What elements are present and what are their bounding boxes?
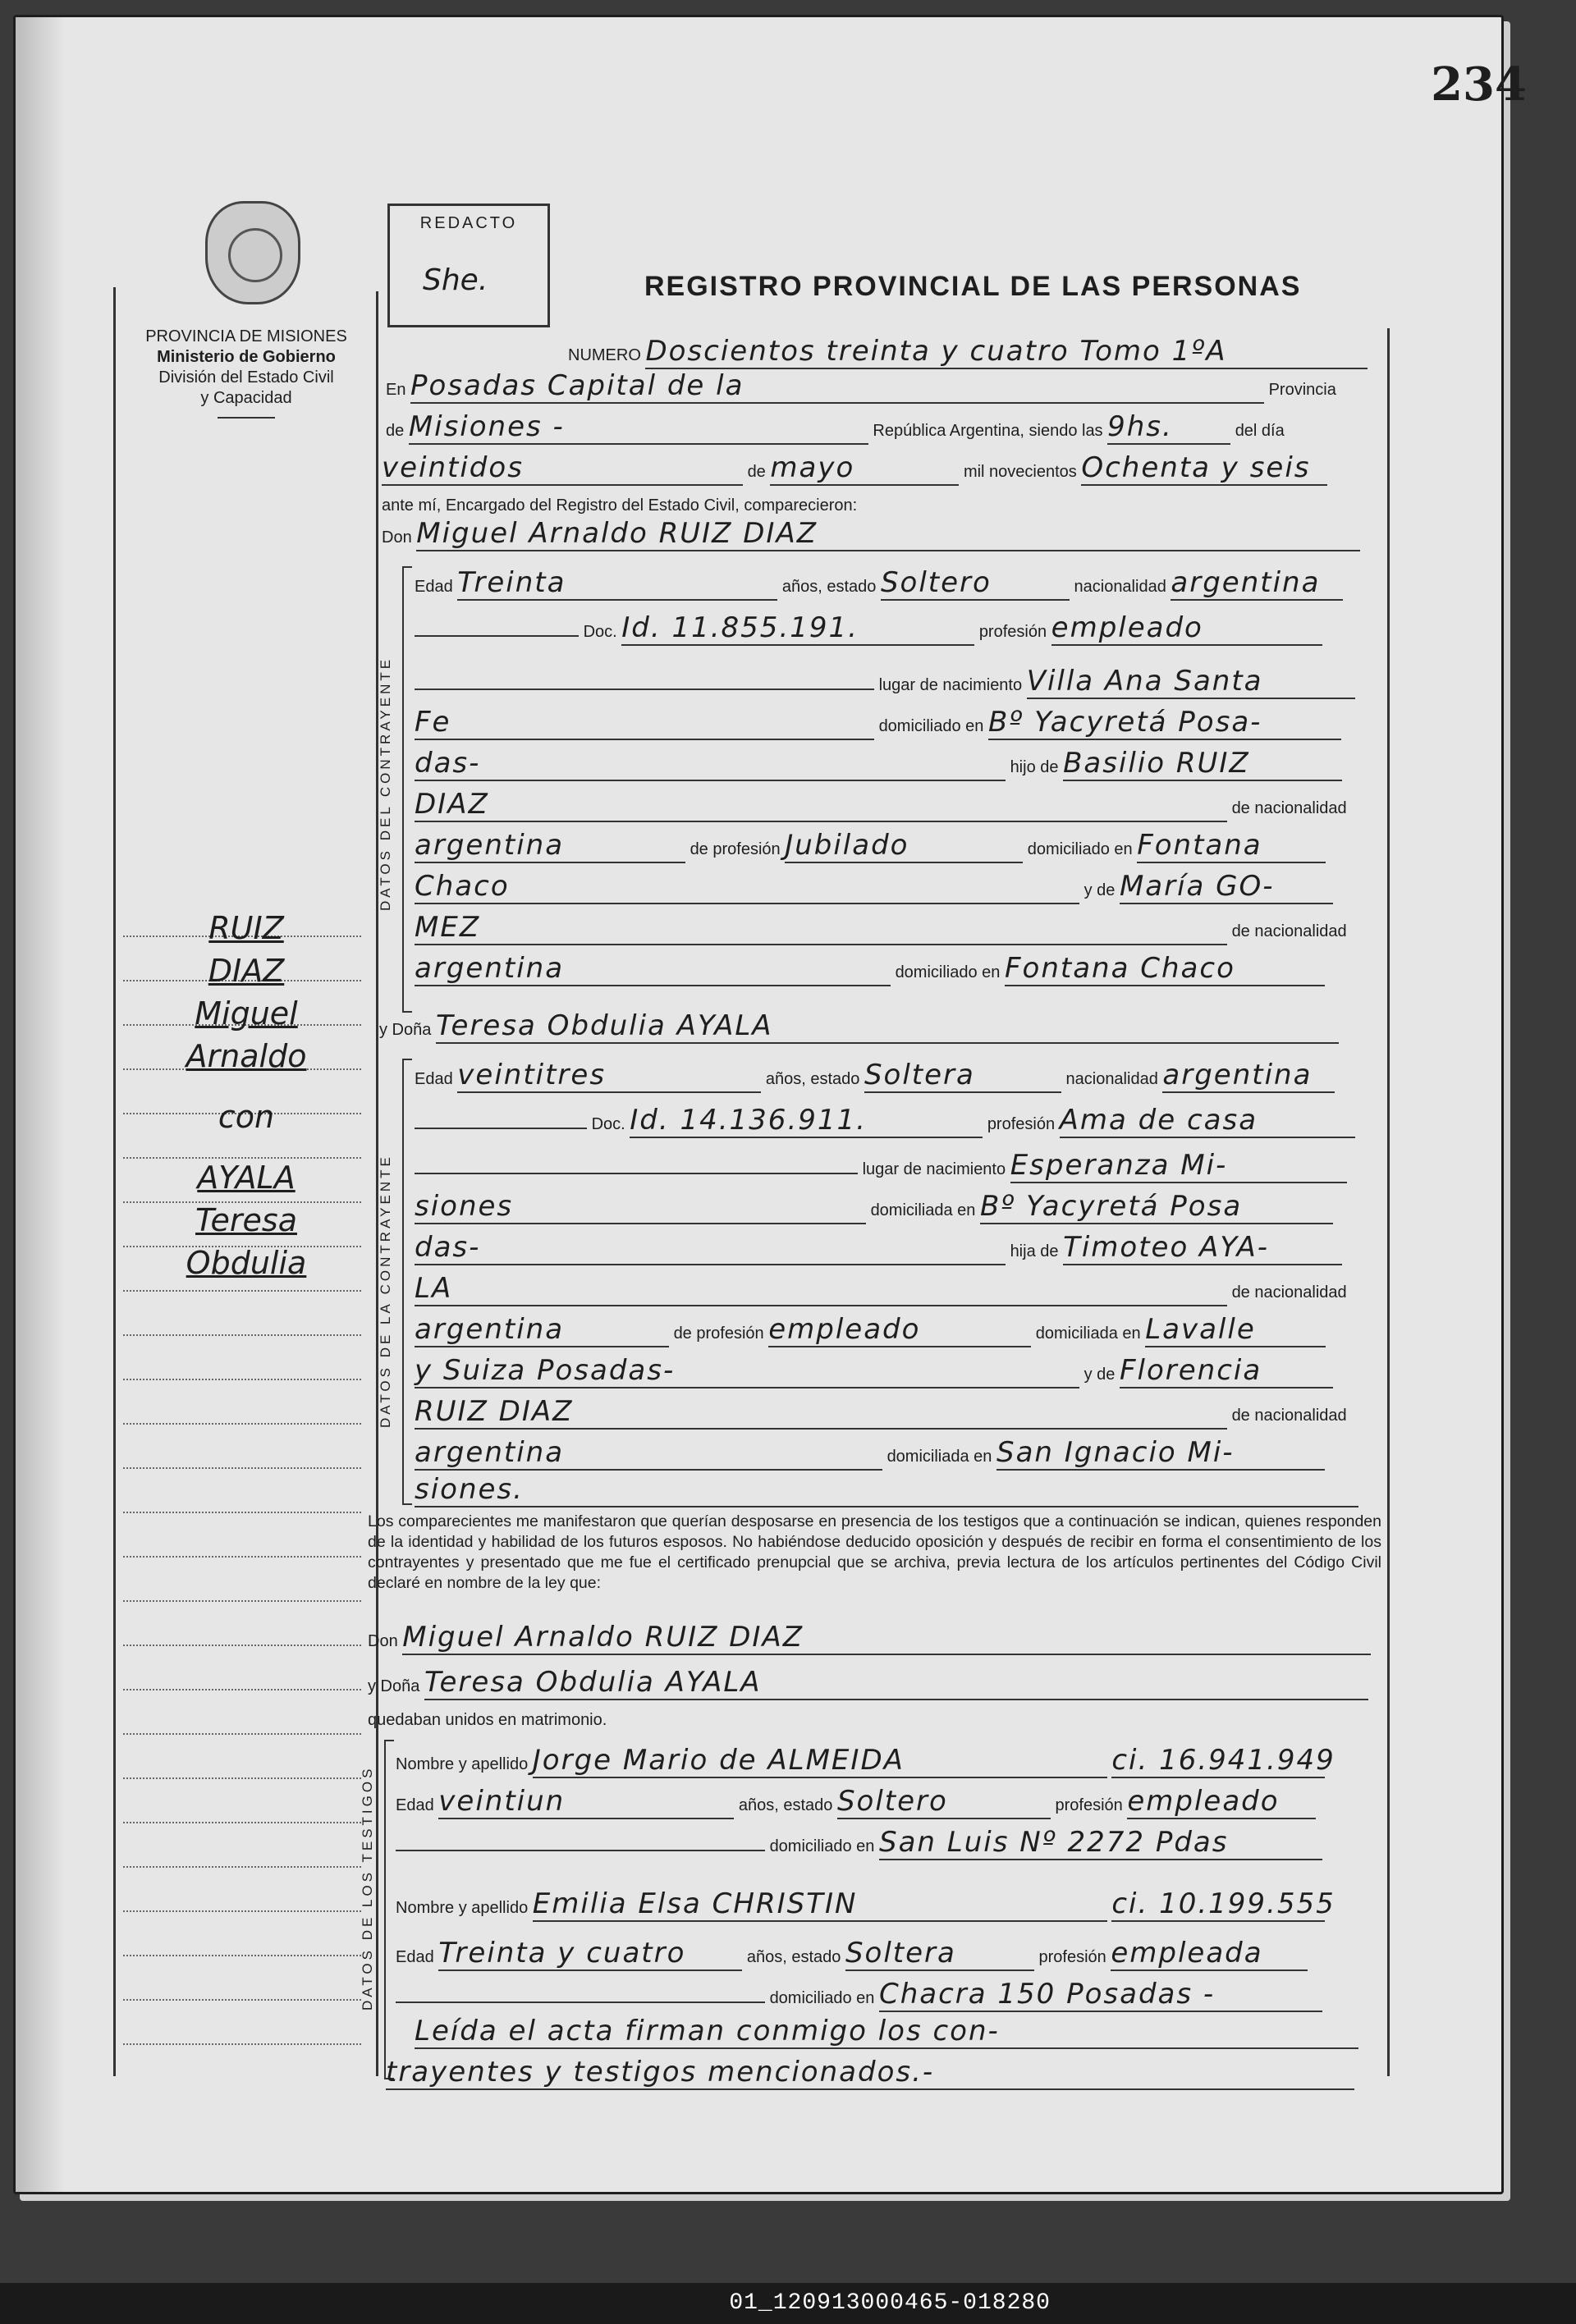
de-profesion-label: de profesión [673,1324,764,1343]
margin-ruled-line [123,1910,361,1913]
margin-ruled-line [123,1556,361,1558]
decl-dona-row [368,1666,1368,1700]
c1-dom-row [415,706,1341,740]
t2-dom-row [396,1978,1322,2012]
issuing-authority [123,327,369,419]
bracket-testigos [384,1740,394,2079]
c2-madre-domicilio-cont: siones. [415,1473,1358,1507]
c2-madre-nacionalidad: argentina [415,1436,882,1471]
t2-profesion: empleada [1111,1937,1308,1971]
contrayente2-name: Teresa Obdulia AYALA [436,1009,1339,1044]
c2-padre-profesion: empleado [768,1313,1031,1347]
c1-padre-nacionalidad: argentina [415,829,685,863]
c2-nacionalidad: argentina [1162,1059,1335,1093]
decl-don: Miguel Arnaldo RUIZ DIAZ [402,1621,1371,1655]
margin-note-line: Teresa [195,1202,297,1238]
t2-doc: ci. 10.199.555 [1111,1887,1335,1920]
c1-doc-row [415,611,1322,646]
de-nacionalidad-label: de nacionalidad [1231,799,1347,817]
dia-value: veintidos [382,451,743,486]
margin-ruled-line [123,1955,361,1957]
t1-edad: veintiun [438,1785,734,1819]
t1-profesion: empleado [1127,1785,1316,1819]
c2-doc: Id. 14.136.911. [630,1104,983,1138]
en-row [386,369,1336,404]
estado-label: años, estado [781,578,877,596]
t2-domicilio: Chacra 150 Posadas - [879,1978,1322,2012]
hora-value: 9hs. [1107,410,1230,445]
margin-ruled-line [123,1423,361,1425]
t1-nombre: Jorge Mario de ALMEIDA [533,1744,1107,1778]
image-id: 01_120913000465-018280 [729,2290,1051,2316]
numero-value: Doscientos treinta y cuatro Tomo 1ºA [645,335,1368,369]
coat-of-arms-icon [205,201,300,304]
c2-padre-nac-row [415,1313,1326,1347]
nombre-label: Nombre y apellido [396,1899,529,1917]
c2-lugar-row [415,1149,1347,1183]
closing-line-1: Leída el acta firman conmigo los con- [415,2015,1358,2049]
c1-madre-row [415,870,1333,904]
dona-label: y Doña [368,1677,420,1695]
de-row [386,410,1285,445]
lugar-label: lugar de nacimiento [862,1160,1006,1178]
don-label: Don [382,528,412,547]
c1-padre-cont-row [415,788,1347,822]
de-nacionalidad-label: de nacionalidad [1231,1283,1347,1302]
c1-lugar-cont: Fe [415,706,874,740]
t1-domicilio: San Luis Nº 2272 Pdas [879,1826,1322,1860]
c2-padre-cont-row [415,1272,1347,1306]
c2-madre-cont: RUIZ DIAZ [415,1395,1227,1430]
divider [218,417,275,419]
de-value: Misiones - [409,410,868,445]
mil-label: mil novecientos [963,463,1077,481]
binding-spine [16,17,65,2192]
legal-paragraph: Los comparecientes me manifestaron que querían desposarse en presencia de los testigos que a continuación se indican, quienes responden de la identidad y habilidad de los futuros esposos. No habiéndose deducido oposición y después de recibir en forma el consentimiento de los contrayentes y presentado que me fue el certificado prenupcial que se archiva, previa lectura de los artículos pertinentes del Código Civil declaré en nombre de la ley que: [368,1512,1381,1592]
margin-ruled-line [123,1600,361,1603]
margin-ruled-line [123,1733,361,1736]
side-label-testigos: DATOS DE LOS TESTIGOS [360,1765,375,2011]
decl-dona: Teresa Obdulia AYALA [424,1666,1368,1700]
c2-estado: Soltera [864,1059,1061,1093]
y-de-label: y de [1084,1366,1116,1384]
c1-domicilio: Bº Yacyretá Posa- [988,706,1341,740]
margin-ruled-line [123,1467,361,1470]
don-label: Don [368,1632,398,1650]
t1-doc: ci. 16.941.949 [1111,1744,1335,1777]
bracket-contrayente1 [402,566,412,1013]
c2-edad: veintitres [457,1059,761,1093]
domiciliado-label: domiciliado en [895,963,1001,981]
t1-edad-row [396,1785,1316,1819]
c1-madre-cont: MEZ [415,911,1227,945]
edad-label: Edad [396,1796,434,1814]
de-nacionalidad-label: de nacionalidad [1231,1407,1347,1425]
contrayente1-name: Miguel Arnaldo RUIZ DIAZ [416,517,1360,551]
lugar-label: lugar de nacimiento [878,676,1023,694]
en-label: En [386,381,406,399]
profesion-label: profesión [978,623,1047,641]
margin-ruled-line [123,1866,361,1869]
c2-lugar-cont: siones [415,1190,866,1224]
side-label-contrayente1: DATOS DEL CONTRAYENTE [378,656,393,911]
decl-don-row [368,1621,1371,1655]
org-division-2: y Capacidad [200,389,292,407]
en-value: Posadas Capital de la [410,369,1264,404]
c1-madre-nacionalidad: argentina [415,952,891,986]
c2-madre-row [415,1354,1333,1388]
c1-madre: María GO- [1120,870,1333,904]
c2-profesion: Ama de casa [1060,1104,1355,1138]
t2-nombre-row [396,1887,1335,1922]
cierre-row-2 [386,2056,1354,2090]
republica-label: República Argentina, siendo las [873,422,1103,440]
c2-padre-nacionalidad: argentina [415,1313,669,1347]
c1-nacionalidad: argentina [1171,566,1343,601]
profesion-label: profesión [987,1115,1056,1133]
edad-label: Edad [415,578,453,596]
nombre-label: Nombre y apellido [396,1755,529,1773]
c2-padre-domicilio-cont: y Suiza Posadas- [415,1354,1079,1388]
c2-edad-row [415,1059,1335,1093]
margin-note [123,907,369,1284]
t2-estado: Soltera [845,1937,1034,1971]
margin-note-line: AYALA [197,1160,296,1196]
c1-padre-nac-row [415,829,1326,863]
redacto-box [387,204,550,327]
t1-dom-row [396,1826,1322,1860]
nacionalidad-label: nacionalidad [1074,578,1166,596]
c2-domicilio-cont: das- [415,1231,1006,1265]
edad-label: Edad [415,1070,453,1088]
cierre-row-1 [415,2015,1358,2049]
doc-label: Doc. [583,623,617,641]
domiciliado-label: domiciliado en [769,1837,875,1855]
domiciliada-label: domiciliada en [1035,1324,1141,1343]
margin-note-line: Miguel [195,995,298,1032]
c1-madre-domicilio: Fontana Chaco [1005,952,1325,986]
margin-ruled-line [123,1512,361,1514]
margin-ruled-line [123,1645,361,1647]
numero-label: NUMERO [568,346,641,364]
c1-padre-cont: DIAZ [415,788,1227,822]
provincia-label: Provincia [1268,381,1336,399]
side-label-contrayente2: DATOS DE LA CONTRAYENTE [378,1154,393,1428]
c2-madre-dom-row [415,1436,1325,1471]
hijo-label: hijo de [1010,758,1059,776]
c2-madre-cont-row [415,1395,1347,1430]
domicilio-label: domiciliado en [878,717,984,735]
de-label: de [386,422,405,440]
de-nacionalidad-label: de nacionalidad [1231,922,1347,940]
redacto-value: She. [423,263,488,297]
nacionalidad-label: nacionalidad [1065,1070,1158,1088]
quedaban-row: quedaban unidos en matrimonio. [368,1711,607,1729]
domiciliado-label: domiciliado en [769,1989,875,2007]
de2-label: de [747,463,766,481]
document-title: REGISTRO PROVINCIAL DE LAS PERSONAS [644,271,1302,302]
domiciliada-label: domiciliada en [886,1448,992,1466]
mes-value: mayo [770,451,959,486]
anio-value: Ochenta y seis [1081,451,1327,486]
c1-padre-profesion: Jubilado [785,829,1023,863]
margin-note-line: RUIZ [208,910,284,946]
c1-edad-row [415,566,1343,601]
dona-label: y Doña [379,1021,432,1039]
c2-madre: Florencia [1120,1354,1333,1388]
c1-padre-domicilio: Fontana [1137,829,1326,863]
c1-profesion: empleado [1051,611,1322,646]
edad-label: Edad [396,1948,434,1966]
page-number: 234 [1431,57,1527,112]
t2-edad: Treinta y cuatro [438,1937,742,1971]
margin-ruled-line [123,1777,361,1780]
domicilio-label: domiciliada en [870,1201,976,1219]
t2-edad-row [396,1937,1308,1971]
margin-note-line: DIAZ [208,953,285,989]
ante-row: ante mí, Encargado del Registro del Estado Civil, comparecieron: [382,496,858,515]
doc-label: Doc. [591,1115,625,1133]
c2-doc-row [415,1104,1355,1138]
bracket-contrayente2 [402,1059,412,1505]
margin-note-line: Arnaldo [186,1038,307,1074]
org-ministry: Ministerio de Gobierno [157,348,336,366]
estado-label: años, estado [738,1796,833,1814]
domiciliado-label: domiciliado en [1027,840,1133,858]
c1-hijo-row [415,747,1342,781]
margin-note-line: Obdulia [186,1245,307,1281]
c2-domicilio: Bº Yacyretá Posa [980,1190,1333,1224]
redacto-label: REDACTO [419,214,518,232]
c1-estado: Soltero [881,566,1070,601]
c2-padre-cont: LA [415,1272,1227,1306]
c1-doc: Id. 11.855.191. [621,611,974,646]
margin-ruled-line [123,1379,361,1381]
del-dia-label: del día [1235,422,1285,440]
margin-ruled-line [123,2043,361,2046]
estado-label: años, estado [765,1070,860,1088]
margin-rule-right [1387,328,1390,2076]
margin-ruled-line [123,1822,361,1824]
margin-rule-left [113,287,116,2076]
t2-nombre: Emilia Elsa CHRISTIN [533,1887,1107,1922]
c1-padre-domicilio-cont: Chaco [415,870,1079,904]
c2-hija-row [415,1231,1342,1265]
c1-edad: Treinta [457,566,777,601]
c2-dom-row [415,1190,1333,1224]
c1-domicilio-cont: das- [415,747,1006,781]
c1-padre: Basilio RUIZ [1063,747,1342,781]
c1-lugar-row [415,665,1355,699]
numero-row [568,335,1368,369]
profesion-label: profesión [1038,1948,1106,1966]
c2-padre-domicilio: Lavalle [1145,1313,1326,1347]
t1-estado: Soltero [837,1785,1051,1819]
margin-ruled-line [123,1290,361,1292]
org-division: División del Estado Civil [158,368,334,387]
t1-nombre-row [396,1744,1335,1778]
c2-padre: Timoteo AYA- [1063,1231,1342,1265]
c2-lugar: Esperanza Mi- [1010,1149,1347,1183]
c1-madre-cont-row [415,911,1347,945]
c1-madre-dom-row [415,952,1325,986]
margin-ruled-line [123,1689,361,1691]
dona-row [379,1009,1339,1044]
org-province: PROVINCIA DE MISIONES [145,327,347,345]
margin-ruled-line [123,1999,361,2001]
closing-line-2: trayentes y testigos mencionados.- [386,2056,1354,2090]
margin-note-line: con [218,1099,275,1135]
hija-label: hija de [1010,1242,1059,1260]
c1-lugar: Villa Ana Santa [1027,665,1355,699]
y-de-label: y de [1084,881,1116,899]
estado-label: años, estado [746,1948,841,1966]
don-row [382,517,1360,551]
fecha-row [382,451,1327,486]
margin-ruled-line [123,1334,361,1337]
de-profesion-label: de profesión [690,840,781,858]
c2-madre-domicilio: San Ignacio Mi- [996,1436,1325,1471]
profesion-label: profesión [1055,1796,1123,1814]
c2-madre-dom-cont-row [415,1473,1358,1507]
